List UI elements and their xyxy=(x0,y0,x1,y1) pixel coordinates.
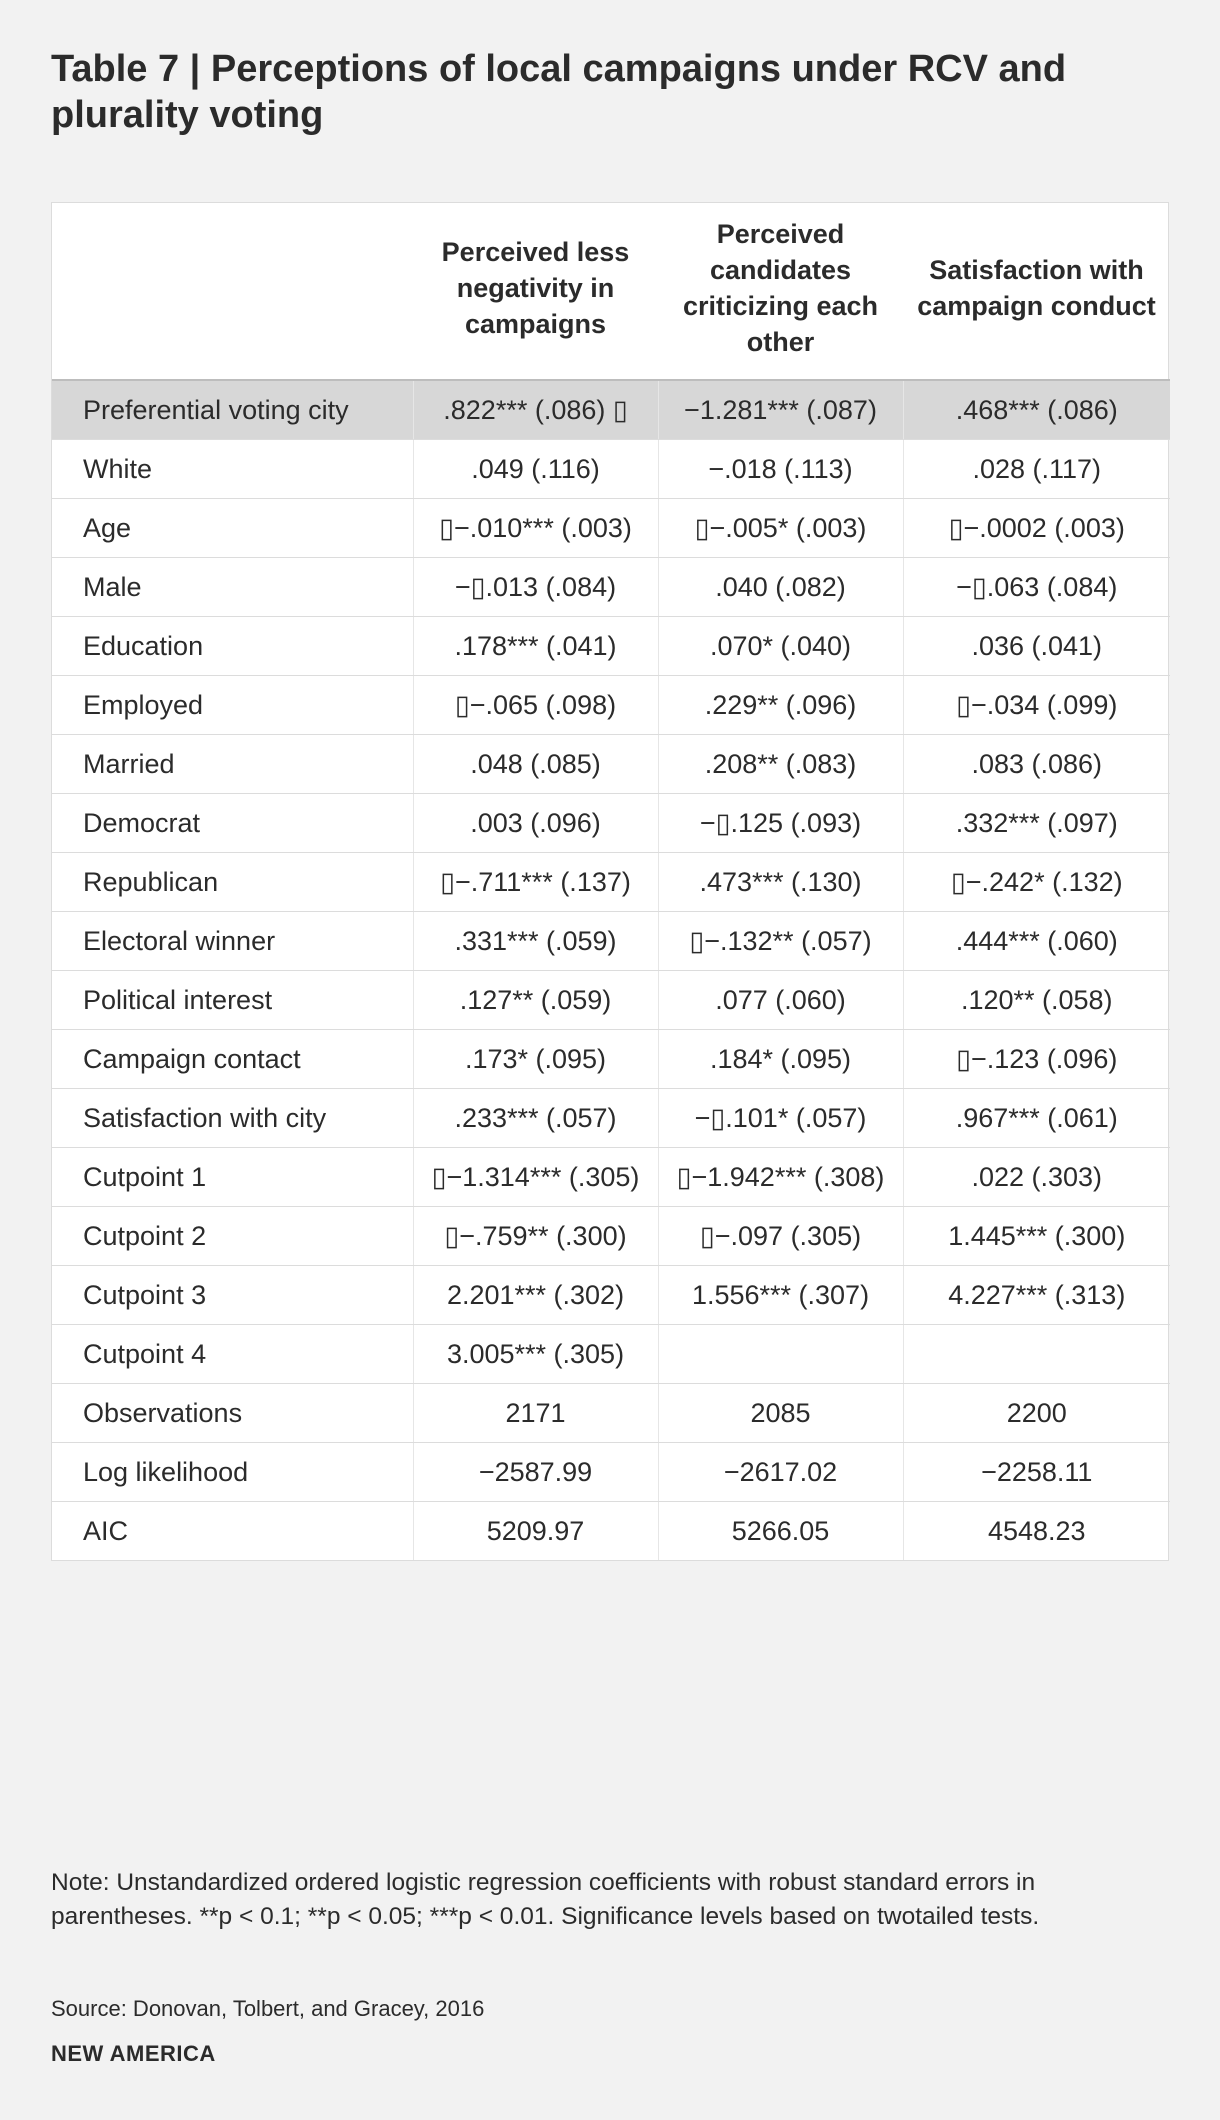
cell-value: .178*** (.041) xyxy=(413,617,658,676)
cell-value: 5209.97 xyxy=(413,1502,658,1561)
cell-value: .120** (.058) xyxy=(903,971,1170,1030)
cell-value: .208** (.083) xyxy=(658,735,903,794)
cell-value: ▯−.005* (.003) xyxy=(658,499,903,558)
cell-value: .229** (.096) xyxy=(658,676,903,735)
cell-value: ▯−.242* (.132) xyxy=(903,853,1170,912)
table-row xyxy=(52,440,1170,499)
cell-value: .967*** (.061) xyxy=(903,1089,1170,1148)
row-label: Democrat xyxy=(52,794,413,853)
table-row xyxy=(52,1148,1170,1207)
cell-value: .444*** (.060) xyxy=(903,912,1170,971)
table-row xyxy=(52,1502,1170,1561)
brand-logo-text: NEW AMERICA xyxy=(51,2041,216,2066)
table-row xyxy=(52,1089,1170,1148)
header-criticizing: Perceived candidates criticizing each other xyxy=(658,203,903,380)
cell-value xyxy=(658,1325,903,1384)
row-label: Cutpoint 2 xyxy=(52,1207,413,1266)
row-label: Satisfaction with city xyxy=(52,1089,413,1148)
row-label: Employed xyxy=(52,676,413,735)
cell-value: .077 (.060) xyxy=(658,971,903,1030)
row-label: Married xyxy=(52,735,413,794)
table-row xyxy=(52,617,1170,676)
cell-value: .332*** (.097) xyxy=(903,794,1170,853)
cell-value: .040 (.082) xyxy=(658,558,903,617)
row-label: Cutpoint 3 xyxy=(52,1266,413,1325)
table-row xyxy=(52,794,1170,853)
cell-value: −▯.125 (.093) xyxy=(658,794,903,853)
cell-value: ▯−.759** (.300) xyxy=(413,1207,658,1266)
cell-value: −.018 (.113) xyxy=(658,440,903,499)
page-title: Table 7 | Perceptions of local campaigns under RCV and plurality voting xyxy=(51,48,1067,136)
table-row xyxy=(52,558,1170,617)
table-row xyxy=(52,676,1170,735)
row-label: Political interest xyxy=(52,971,413,1030)
cell-value: ▯−.034 (.099) xyxy=(903,676,1170,735)
cell-value: .473*** (.130) xyxy=(658,853,903,912)
cell-value: .049 (.116) xyxy=(413,440,658,499)
cell-value: 1.556*** (.307) xyxy=(658,1266,903,1325)
cell-value: ▯−.711*** (.137) xyxy=(413,853,658,912)
cell-value: ▯−.010*** (.003) xyxy=(413,499,658,558)
cell-value: 1.445*** (.300) xyxy=(903,1207,1170,1266)
cell-value: ▯−.065 (.098) xyxy=(413,676,658,735)
cell-value: .003 (.096) xyxy=(413,794,658,853)
header-satisfaction: Satisfaction with campaign conduct xyxy=(903,203,1170,380)
row-label: Republican xyxy=(52,853,413,912)
cell-value: 2171 xyxy=(413,1384,658,1443)
cell-value: ▯−1.942*** (.308) xyxy=(658,1148,903,1207)
cell-value: .022 (.303) xyxy=(903,1148,1170,1207)
table-row xyxy=(52,1030,1170,1089)
cell-value: .048 (.085) xyxy=(413,735,658,794)
cell-value: .184* (.095) xyxy=(658,1030,903,1089)
row-label: Education xyxy=(52,617,413,676)
cell-value: 2.201*** (.302) xyxy=(413,1266,658,1325)
cell-value: .127** (.059) xyxy=(413,971,658,1030)
table-row xyxy=(52,499,1170,558)
table-row xyxy=(52,735,1170,794)
cell-value: −2587.99 xyxy=(413,1443,658,1502)
table-row xyxy=(52,971,1170,1030)
table-row xyxy=(52,1207,1170,1266)
row-label: Cutpoint 4 xyxy=(52,1325,413,1384)
table-row xyxy=(52,853,1170,912)
header-empty xyxy=(52,203,413,380)
cell-value: 3.005*** (.305) xyxy=(413,1325,658,1384)
source-line: Source: Donovan, Tolbert, and Gracey, 2016 xyxy=(51,1996,485,2021)
table-header-row xyxy=(52,203,1170,380)
row-label: Preferential voting city xyxy=(52,380,413,440)
row-label: Age xyxy=(52,499,413,558)
table-row xyxy=(52,1325,1170,1384)
cell-value: .233*** (.057) xyxy=(413,1089,658,1148)
cell-value: 4548.23 xyxy=(903,1502,1170,1561)
cell-value: ▯−.132** (.057) xyxy=(658,912,903,971)
row-label: Campaign contact xyxy=(52,1030,413,1089)
cell-value: −▯.013 (.084) xyxy=(413,558,658,617)
cell-value: .468*** (.086) xyxy=(903,380,1170,440)
cell-value: 2085 xyxy=(658,1384,903,1443)
row-label: Log likelihood xyxy=(52,1443,413,1502)
cell-value: 4.227*** (.313) xyxy=(903,1266,1170,1325)
cell-value: .028 (.117) xyxy=(903,440,1170,499)
row-label: Observations xyxy=(52,1384,413,1443)
table-row xyxy=(52,1266,1170,1325)
cell-value: ▯−.097 (.305) xyxy=(658,1207,903,1266)
row-label: Cutpoint 1 xyxy=(52,1148,413,1207)
cell-value: .070* (.040) xyxy=(658,617,903,676)
cell-value: 5266.05 xyxy=(658,1502,903,1561)
cell-value: .036 (.041) xyxy=(903,617,1170,676)
row-label: Electoral winner xyxy=(52,912,413,971)
cell-value: .822*** (.086) ▯ xyxy=(413,380,658,440)
cell-value: −2617.02 xyxy=(658,1443,903,1502)
cell-value: −2258.11 xyxy=(903,1443,1170,1502)
cell-value: −▯.063 (.084) xyxy=(903,558,1170,617)
header-less-negativity: Perceived less negativity in campaigns xyxy=(413,203,658,380)
table-row xyxy=(52,1384,1170,1443)
row-label: AIC xyxy=(83,1516,129,1546)
cell-value: .173* (.095) xyxy=(413,1030,658,1089)
cell-value xyxy=(903,1325,1170,1384)
cell-value: ▯−.123 (.096) xyxy=(903,1030,1170,1089)
table-row xyxy=(52,1443,1170,1502)
cell-value: 2200 xyxy=(903,1384,1170,1443)
table-row xyxy=(52,380,1170,440)
cell-value: −▯.101* (.057) xyxy=(658,1089,903,1148)
cell-value: .331*** (.059) xyxy=(413,912,658,971)
cell-value: ▯−1.314*** (.305) xyxy=(413,1148,658,1207)
cell-value: .083 (.086) xyxy=(903,735,1170,794)
row-label: Male xyxy=(52,558,413,617)
cell-value: −1.281*** (.087) xyxy=(658,380,903,440)
table-row xyxy=(52,912,1170,971)
table-note: Note: Unstandardized ordered logistic regression coefficients with robust standard errors in parentheses. **p < 0.1; **p < 0.05; ***p < 0.01. Significance levels based on twotailed tests. xyxy=(51,1869,1040,1930)
row-label: White xyxy=(52,440,413,499)
cell-value: ▯−.0002 (.003) xyxy=(903,499,1170,558)
regression-table xyxy=(51,202,1169,1561)
table-body xyxy=(52,380,1170,1560)
